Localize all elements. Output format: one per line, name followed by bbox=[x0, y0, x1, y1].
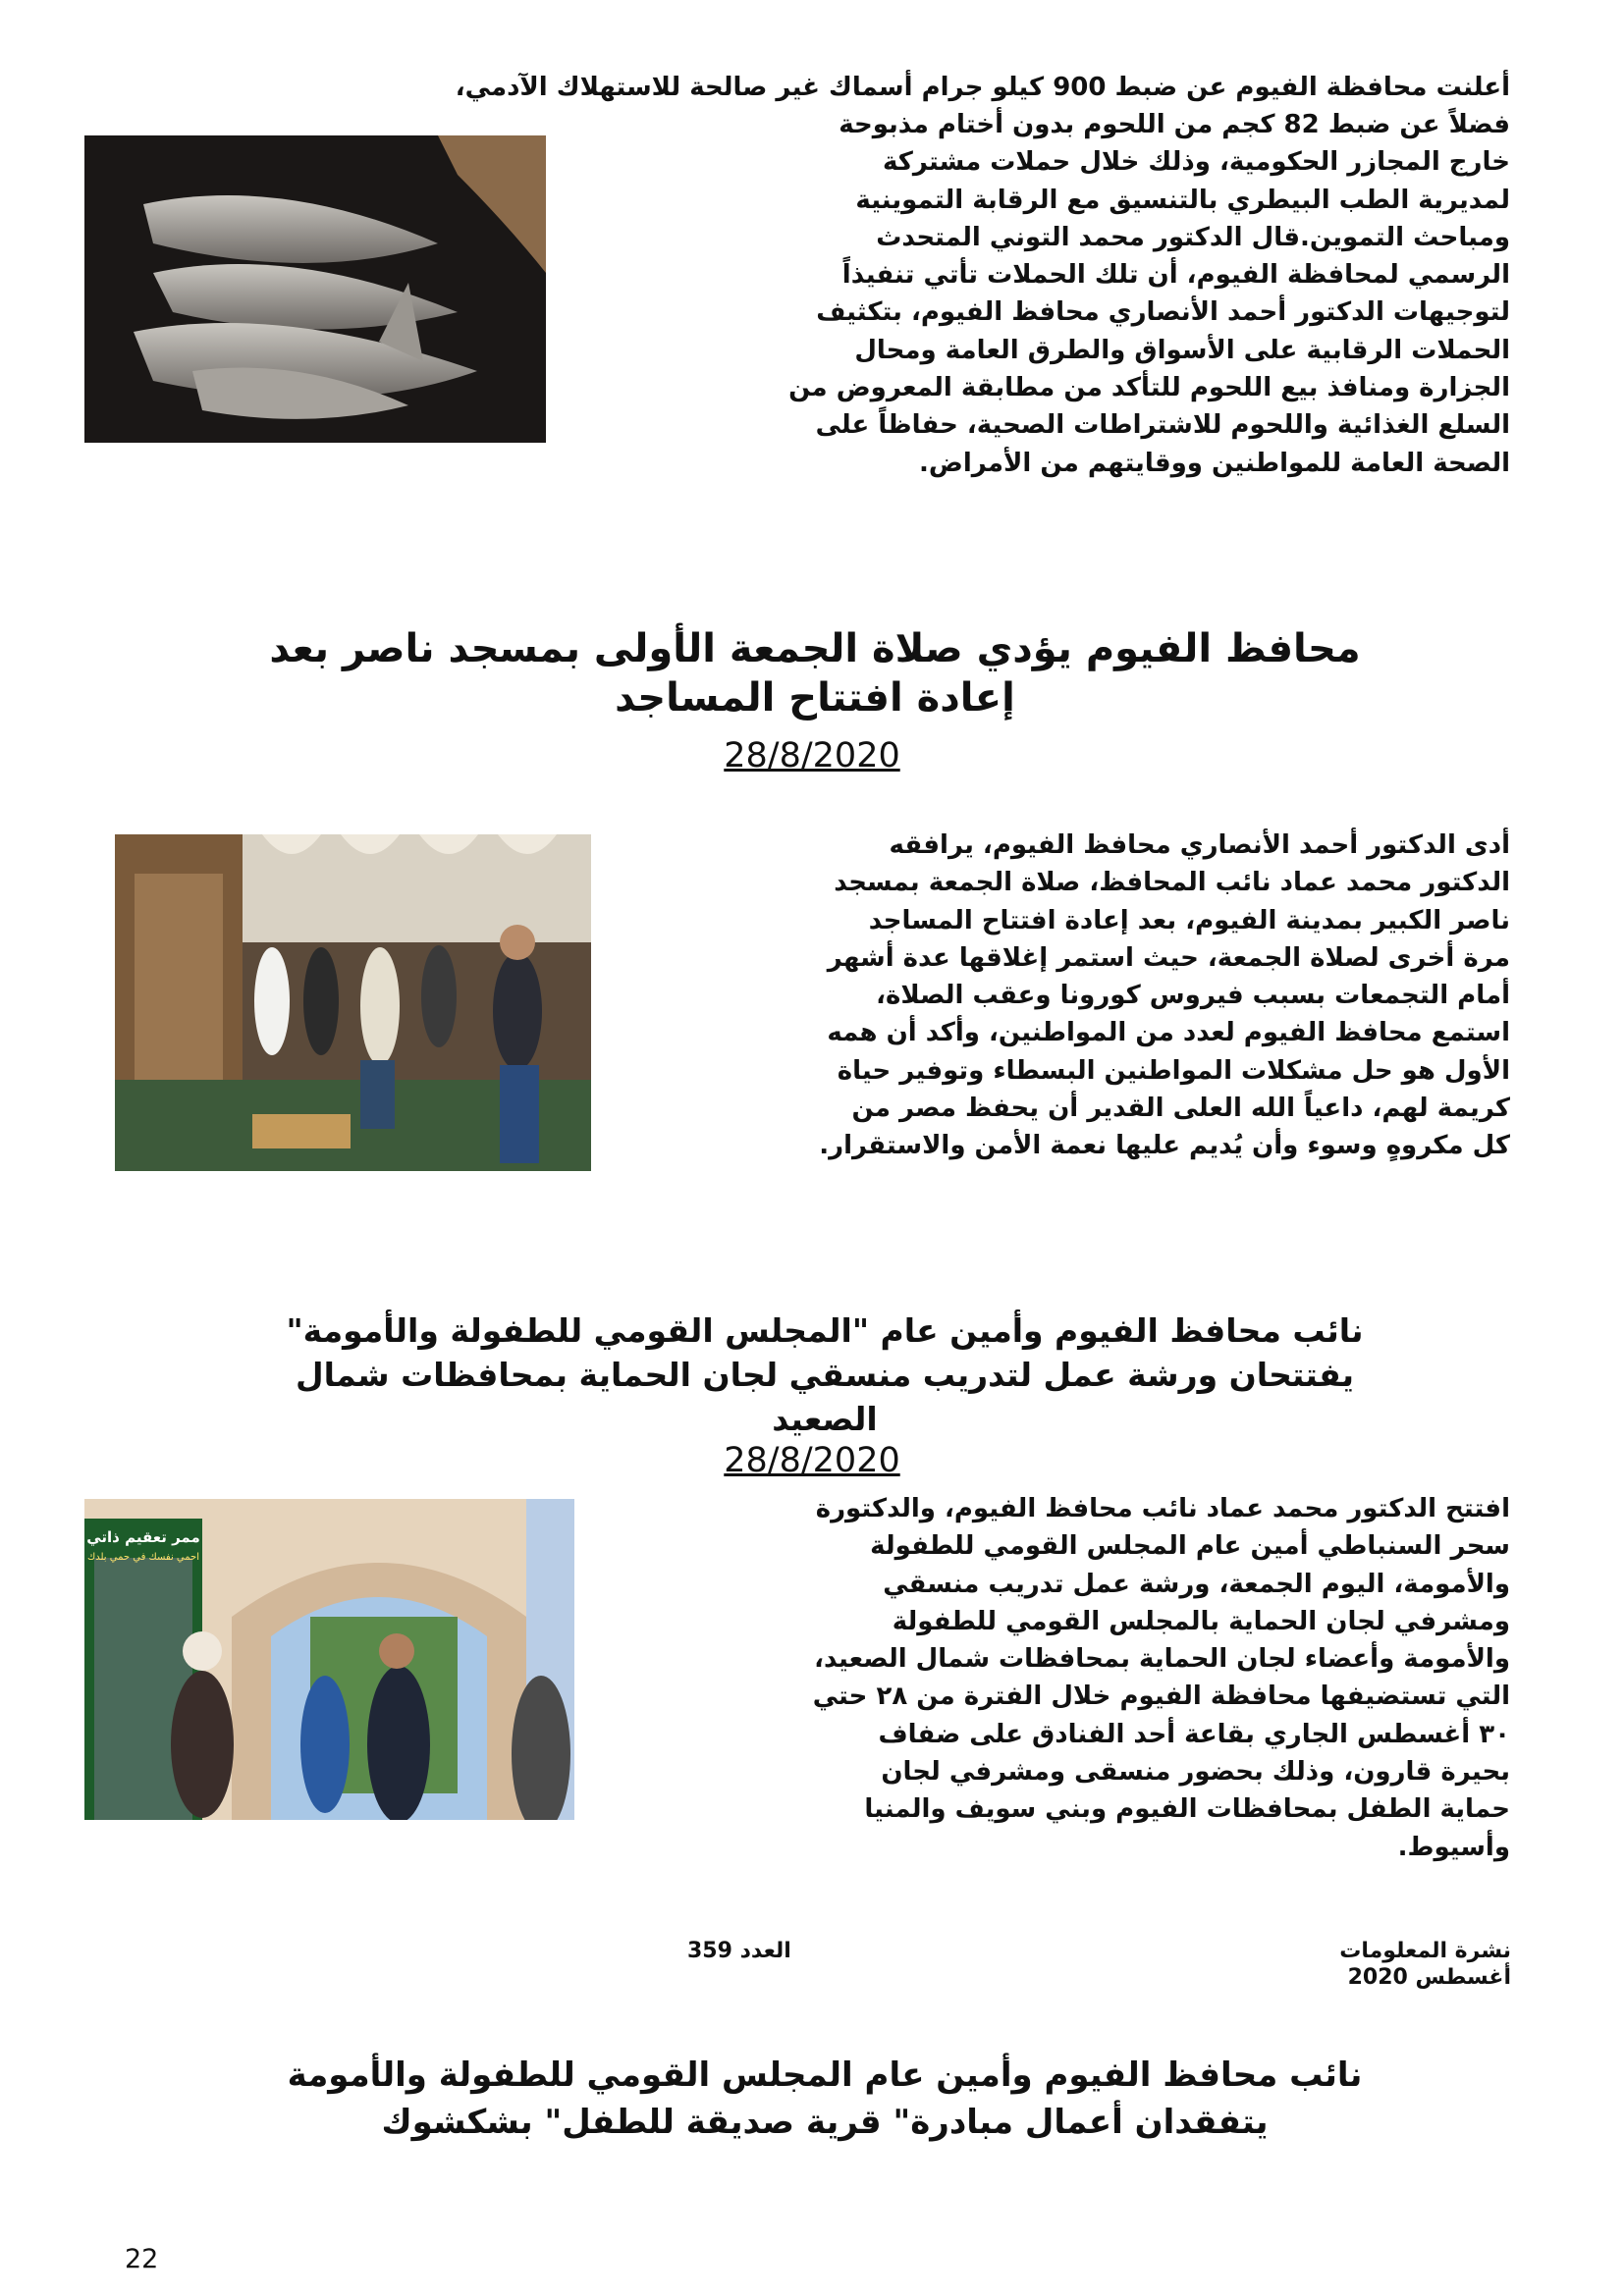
article2-title-line2: إعادة افتتاح المساجد bbox=[615, 675, 1015, 721]
article2-line: كل مكروهٍ وسوء وأن يُديم عليها نعمة الأمن والاستقرار. bbox=[819, 1131, 1510, 1161]
article3-line: التي تستضيفها محافظة الفيوم خلال الفترة من ٢٨ حتي bbox=[812, 1682, 1510, 1712]
article1-line: الصحة العامة للمواطنين ووقايتهم من الأمراض. bbox=[918, 448, 1510, 478]
article3-title-line1: نائب محافظ الفيوم وأمين عام "المجلس القومي للطفولة والأمومة" bbox=[286, 1311, 1364, 1350]
page-number: 22 bbox=[125, 2244, 159, 2274]
bulletin-name: نشرة المعلومات bbox=[1339, 1939, 1511, 1963]
article2-line: كريمة لهم، داعياً الله العلى القدير أن يحفظ مصر من bbox=[851, 1094, 1510, 1124]
article3-line: سحر السنباطي أمين عام المجلس القومي للطفولة bbox=[870, 1531, 1510, 1562]
article3-line: ومشرفي لجان الحماية بالمجلس القومي للطفولة bbox=[892, 1606, 1510, 1636]
workshop-entrance-photo bbox=[84, 1499, 574, 1820]
article2-line: أدى الدكتور أحمد الأنصاري محافظ الفيوم، يرافقه bbox=[889, 830, 1510, 860]
article2-date: 28/8/2020 bbox=[724, 736, 900, 775]
article1-line: الجزارة ومنافذ بيع اللحوم للتأكد من مطابقة المعروض من bbox=[788, 373, 1510, 403]
article1-line: فضلاً عن ضبط 82 كجم من اللحوم بدون أختام مذبوحة bbox=[839, 110, 1510, 139]
article1-body bbox=[84, 69, 1510, 106]
article1-line: أعلنت محافظة الفيوم عن ضبط 900 كيلو جرام أسماك غير صالحة للاستهلاك الآدمي، bbox=[455, 73, 1510, 102]
article3-line: ٣٠ أغسطس الجاري بقاعة أحد الفنادق على ضفاف bbox=[878, 1719, 1510, 1749]
article2-title bbox=[108, 624, 1522, 722]
fish-photo bbox=[84, 135, 546, 443]
article3-line: بحيرة قارون، وذلك بحضور منسقى ومشرفي لجان bbox=[881, 1757, 1510, 1788]
article1-line: الرسمي لمحافظة الفيوم، أن تلك الحملات تأتي تنفيذاً bbox=[841, 260, 1510, 291]
article3-date: 28/8/2020 bbox=[724, 1441, 900, 1480]
article1-body-wrapped bbox=[569, 106, 1510, 482]
article2-line: استمع محافظ الفيوم لعدد من المواطنين، وأكد أن همه bbox=[827, 1018, 1510, 1048]
article4-title bbox=[128, 2052, 1522, 2146]
mosque-prayer-photo bbox=[115, 834, 591, 1171]
article1-line: لتوجيهات الدكتور أحمد الأنصاري محافظ الفيوم، بتكثيف bbox=[816, 297, 1510, 328]
article1-line: ومباحث التموين.قال الدكتور محمد التوني المتحدث bbox=[876, 222, 1510, 252]
article2-title-line1: محافظ الفيوم يؤدي صلاة الجمعة الأولى بمسجد ناصر بعد bbox=[269, 626, 1361, 671]
article3-line: والأمومة، اليوم الجمعة، ورشة عمل تدريب منسقي bbox=[883, 1569, 1510, 1599]
article2-line: أمام التجمعات بسبب فيروس كورونا وعقب الصلاة، bbox=[876, 981, 1510, 1011]
article1-line: لمديرية الطب البيطري بالتنسيق مع الرقابة التموينية bbox=[855, 185, 1510, 215]
article2-line: الدكتور محمد عماد نائب المحافظ، صلاة الجمعة بمسجد bbox=[834, 868, 1510, 898]
article4-title-line2: يتفقدان أعمال مبادرة" قرية صديقة للطفل" بشكشوك bbox=[381, 2103, 1269, 2142]
issue-number: العدد 359 bbox=[687, 1939, 791, 1963]
article3-title bbox=[128, 1308, 1522, 1441]
sign-subtext: احمي نفسك في حمي بلدك bbox=[87, 1552, 199, 1563]
article3-line: افتتح الدكتور محمد عماد نائب محافظ الفيوم، والدكتورة bbox=[815, 1494, 1510, 1523]
article2-line: مرة أخرى لصلاة الجمعة، حيث استمر إغلاقها عدة أشهر bbox=[827, 942, 1510, 973]
article3-title-line3: الصعيد bbox=[772, 1400, 878, 1438]
article1-line: السلع الغذائية واللحوم للاشتراطات الصحية، حفاظاً على bbox=[815, 410, 1510, 441]
article3-title-line2: يفتتحان ورشة عمل لتدريب منسقي لجان الحماية بمحافظات شمال bbox=[295, 1356, 1355, 1394]
article2-line: ناصر الكبير بمدينة الفيوم، بعد إعادة افتتاح المساجد bbox=[868, 905, 1510, 935]
bulletin-info bbox=[1339, 1938, 1511, 1991]
article3-line: وأسيوط. bbox=[1397, 1832, 1510, 1862]
article2-line: الأول هو حل مشكلات المواطنين البسطاء وتوفير حياة bbox=[837, 1055, 1510, 1086]
article1-line: الحملات الرقابية على الأسواق والطرق العامة ومحال bbox=[854, 335, 1510, 365]
article4-title-line1: نائب محافظ الفيوم وأمين عام المجلس القومي للطفولة والأمومة bbox=[287, 2056, 1363, 2095]
article3-line: حماية الطفل بمحافظات الفيوم وبني سويف والمنيا bbox=[864, 1794, 1510, 1825]
article1-line: خارج المجازر الحكومية، وذلك خلال حملات مشتركة bbox=[882, 147, 1510, 178]
article2-body bbox=[617, 827, 1510, 1165]
article3-body bbox=[599, 1490, 1510, 1866]
sign-text: ممر تعقيم ذاتي bbox=[86, 1528, 200, 1546]
article3-line: والأمومة وأعضاء لجان الحماية بمحافظات شمال الصعيد، bbox=[814, 1644, 1510, 1675]
bulletin-date: أغسطس 2020 bbox=[1347, 1965, 1511, 1990]
